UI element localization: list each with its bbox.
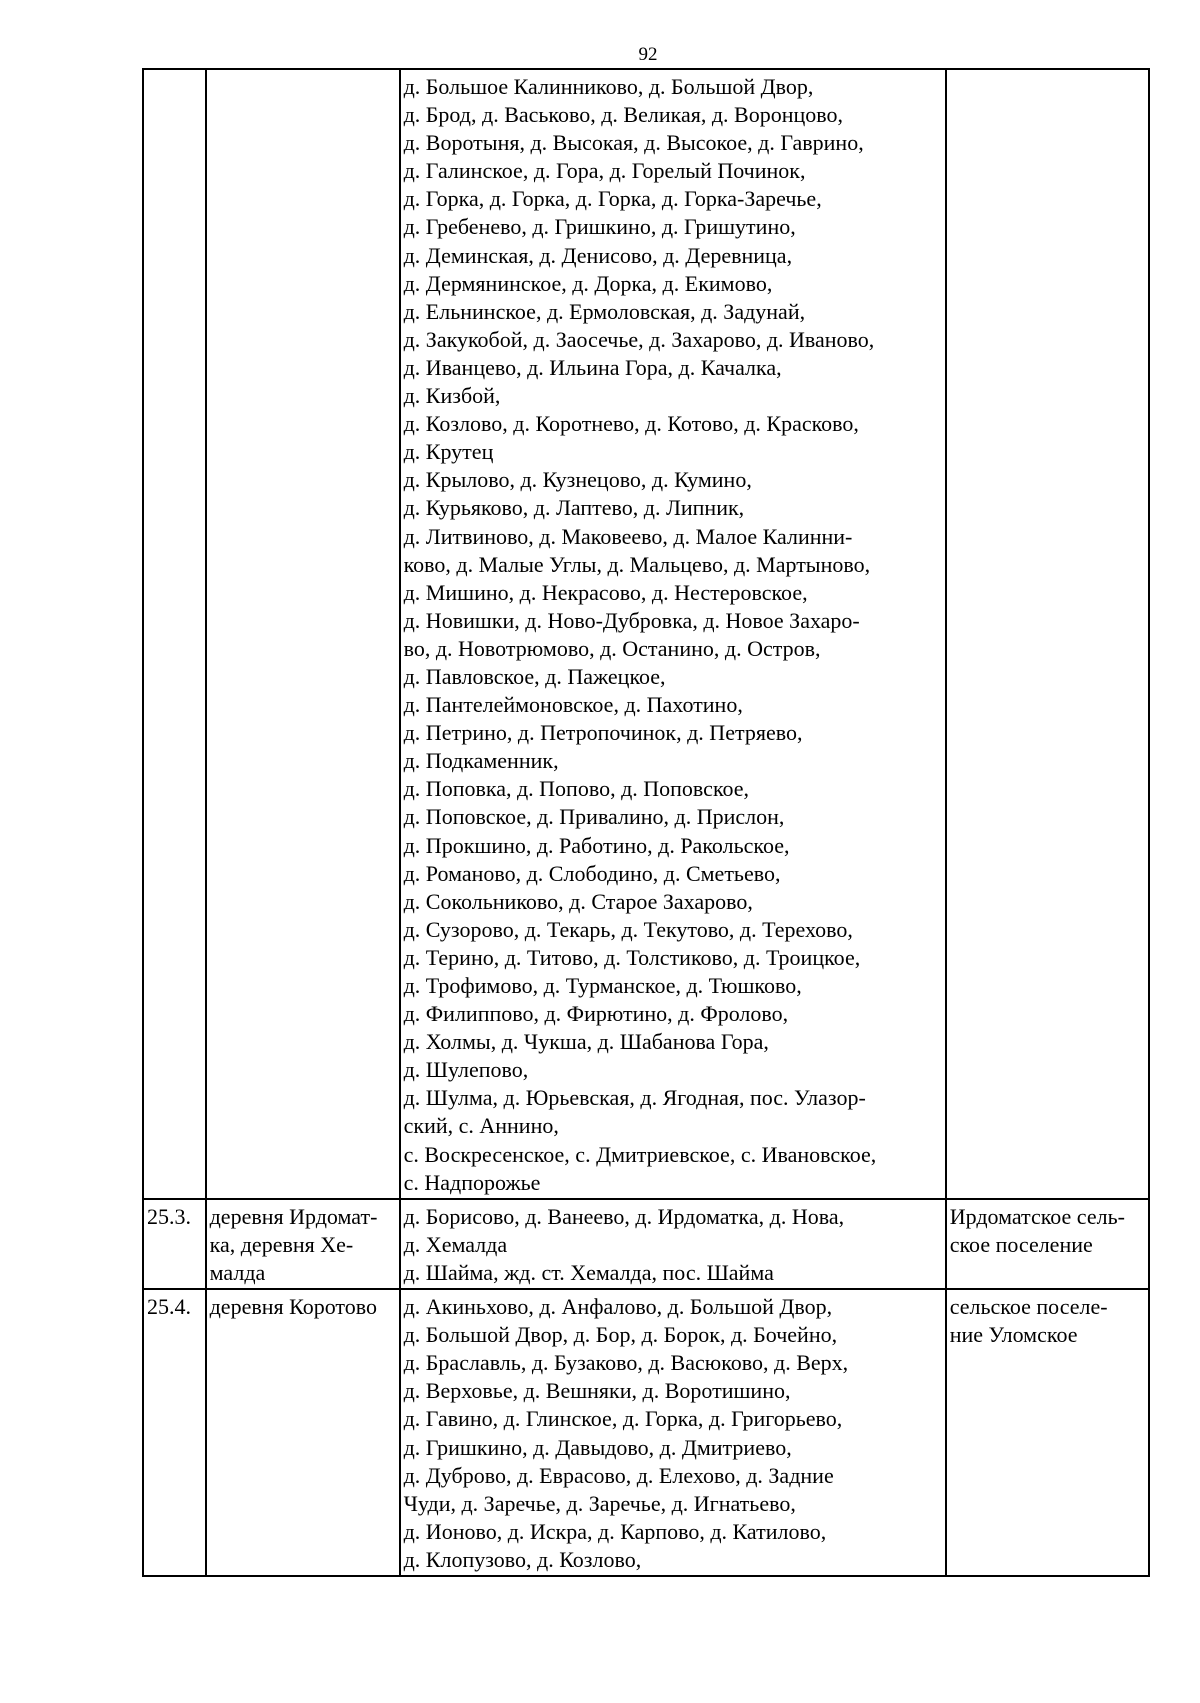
- settlements-line: д. Гребенево, д. Гришкино, д. Гришутино,: [403, 214, 796, 240]
- settlements-line: д. Крутец: [403, 439, 494, 465]
- settlements-line: д. Клопузово, д. Козлово,: [403, 1546, 642, 1572]
- settlements-line: д. Новишки, д. Ново-Дубровка, д. Новое Захаро-: [403, 607, 860, 633]
- settlements-line: д. Гришкино, д. Давыдово, д. Дмитриево,: [403, 1434, 792, 1460]
- settlements-line: д. Пантелеймоновское, д. Пахотино,: [403, 692, 743, 718]
- settlements-line: д. Подкаменник,: [403, 748, 559, 774]
- settlements-line: д. Литвиново, д. Маковеево, д. Малое Калинни-: [403, 523, 853, 549]
- settlements-line: с. Воскресенское, с. Дмитриевское, с. Ивановское,: [403, 1141, 877, 1167]
- row-number: 25.3.: [147, 1203, 191, 1229]
- table-body: [143, 69, 1149, 1576]
- settlements-line: д. Борисово, д. Ванеево, д. Ирдоматка, д. Нова,: [403, 1203, 845, 1229]
- settlements-line: д. Курьяково, д. Лаптево, д. Липник,: [403, 495, 745, 521]
- settlements-line: д. Шулма, д. Юрьевская, д. Ягодная, пос. Улазор-: [403, 1085, 866, 1111]
- settlements-line: д. Трофимово, д. Турманское, д. Тюшково,: [403, 973, 802, 998]
- center-line: деревня Ирдомат-: [209, 1203, 378, 1229]
- settlements-line: д. Акиньхово, д. Анфалово, д. Большой Двор,: [403, 1294, 833, 1320]
- settlements-line: д. Хемалда: [403, 1231, 508, 1257]
- page-number: 92: [638, 44, 658, 65]
- settlements-line: д. Кизбой,: [403, 383, 501, 409]
- organization-line: ское поселение: [949, 1231, 1093, 1257]
- settlements-line: д. Мишино, д. Некрасово, д. Нестеровское,: [403, 579, 808, 605]
- settlements-line: д. Павловское, д. Пажецкое,: [403, 663, 666, 689]
- settlements-line: д. Холмы, д. Чукша, д. Шабанова Гора,: [403, 1029, 769, 1055]
- center-line: деревня Коротово: [209, 1294, 377, 1320]
- settlements-line: во, д. Новотрюмово, д. Останино, д. Остров,: [403, 635, 821, 661]
- settlements-line: д. Ионово, д. Искра, д. Карпово, д. Катилово,: [403, 1518, 827, 1544]
- settlements-line: д. Закукобой, д. Заосечье, д. Захарово, д. Иваново,: [403, 326, 875, 352]
- row-number-cell: [143, 1199, 206, 1289]
- organization-cell: [946, 1289, 1149, 1576]
- row-number-cell: [143, 1289, 206, 1576]
- settlements-line: д. Деминская, д. Денисово, д. Деревница,: [403, 242, 793, 268]
- settlements-line: д. Гавино, д. Глинское, д. Горка, д. Григорьево,: [403, 1406, 843, 1432]
- settlements-line: д. Петрино, д. Петропочинок, д. Петряево,: [403, 720, 803, 746]
- center-cell: [206, 69, 400, 1199]
- center-cell: [206, 1199, 400, 1289]
- settlements-line: ский, с. Аннино,: [403, 1113, 559, 1139]
- settlements-line: д. Браславль, д. Бузаково, д. Васюково, д. Верх,: [403, 1350, 849, 1376]
- settlements-line: д. Дуброво, д. Еврасово, д. Елехово, д. Задние: [403, 1462, 834, 1488]
- row-number-cell: [143, 69, 206, 1199]
- settlements-line: Чуди, д. Заречье, д. Заречье, д. Игнатьево,: [403, 1490, 796, 1516]
- center-cell: [206, 1289, 400, 1576]
- settlements-line: д. Шайма, жд. ст. Хемалда, пос. Шайма: [403, 1259, 774, 1285]
- settlements-line: д. Поповка, д. Попово, д. Поповское,: [403, 776, 750, 802]
- settlements-line: д. Терино, д. Титово, д. Толстиково, д. Троицкое,: [403, 944, 861, 970]
- organization-line: ние Уломское: [949, 1322, 1078, 1348]
- settlements-line: д. Филиппово, д. Фирютино, д. Фролово,: [403, 1001, 789, 1027]
- settlements-cell: [400, 69, 946, 1199]
- settlements-line: д. Большой Двор, д. Бор, д. Борок, д. Бочейно,: [403, 1322, 838, 1348]
- settlements-cell: [400, 1199, 946, 1289]
- settlements-line: д. Прокшино, д. Работино, д. Ракольское,: [403, 832, 790, 858]
- settlements-line: д. Шулепово,: [403, 1057, 529, 1083]
- organization-line: Ирдоматское сель-: [949, 1203, 1125, 1229]
- settlements-cell: [400, 1289, 946, 1576]
- settlements-line: с. Надпорожье: [403, 1169, 541, 1195]
- table-row: [143, 1199, 1149, 1289]
- organization-cell: [946, 1199, 1149, 1289]
- table-row: [143, 69, 1149, 1199]
- settlements-line: д. Поповское, д. Привалино, д. Прислон,: [403, 804, 785, 830]
- organization-line: сельское поселе-: [949, 1294, 1108, 1320]
- center-line: ка, деревня Хе-: [209, 1231, 354, 1257]
- settlements-line: д. Ельнинское, д. Ермоловская, д. Задунай,: [403, 298, 806, 324]
- settlements-line: д. Крылово, д. Кузнецово, д. Кумино,: [403, 467, 752, 493]
- settlements-line: д. Горка, д. Горка, д. Горка, д. Горка-Заречье,: [403, 186, 822, 212]
- center-line: малда: [209, 1259, 266, 1285]
- settlements-line: д. Козлово, д. Коротнево, д. Котово, д. Красково,: [403, 411, 859, 437]
- row-number: 25.4.: [147, 1294, 191, 1320]
- settlements-line: д. Романово, д. Слободино, д. Сметьево,: [403, 860, 781, 886]
- settlements-line: д. Брод, д. Васьково, д. Великая, д. Воронцово,: [403, 102, 844, 128]
- settlements-table: [142, 68, 1150, 1577]
- table-row: [143, 1289, 1149, 1576]
- settlements-line: ково, д. Малые Углы, д. Мальцево, д. Мартыново,: [403, 551, 871, 577]
- settlements-line: д. Большое Калинниково, д. Большой Двор,: [403, 74, 814, 99]
- settlements-line: д. Верховье, д. Вешняки, д. Воротишино,: [403, 1378, 791, 1404]
- settlements-line: д. Галинское, д. Гора, д. Горелый Починок,: [403, 158, 806, 184]
- organization-cell: [946, 69, 1149, 1199]
- settlements-line: д. Воротыня, д. Высокая, д. Высокое, д. Гаврино,: [403, 130, 864, 156]
- settlements-line: д. Дермянинское, д. Дорка, д. Екимово,: [403, 270, 773, 296]
- settlements-line: д. Иванцево, д. Ильина Гора, д. Качалка,: [403, 354, 782, 380]
- settlements-line: д. Сокольниково, д. Старое Захарово,: [403, 888, 753, 914]
- settlements-line: д. Сузорово, д. Текарь, д. Текутово, д. Терехово,: [403, 916, 853, 942]
